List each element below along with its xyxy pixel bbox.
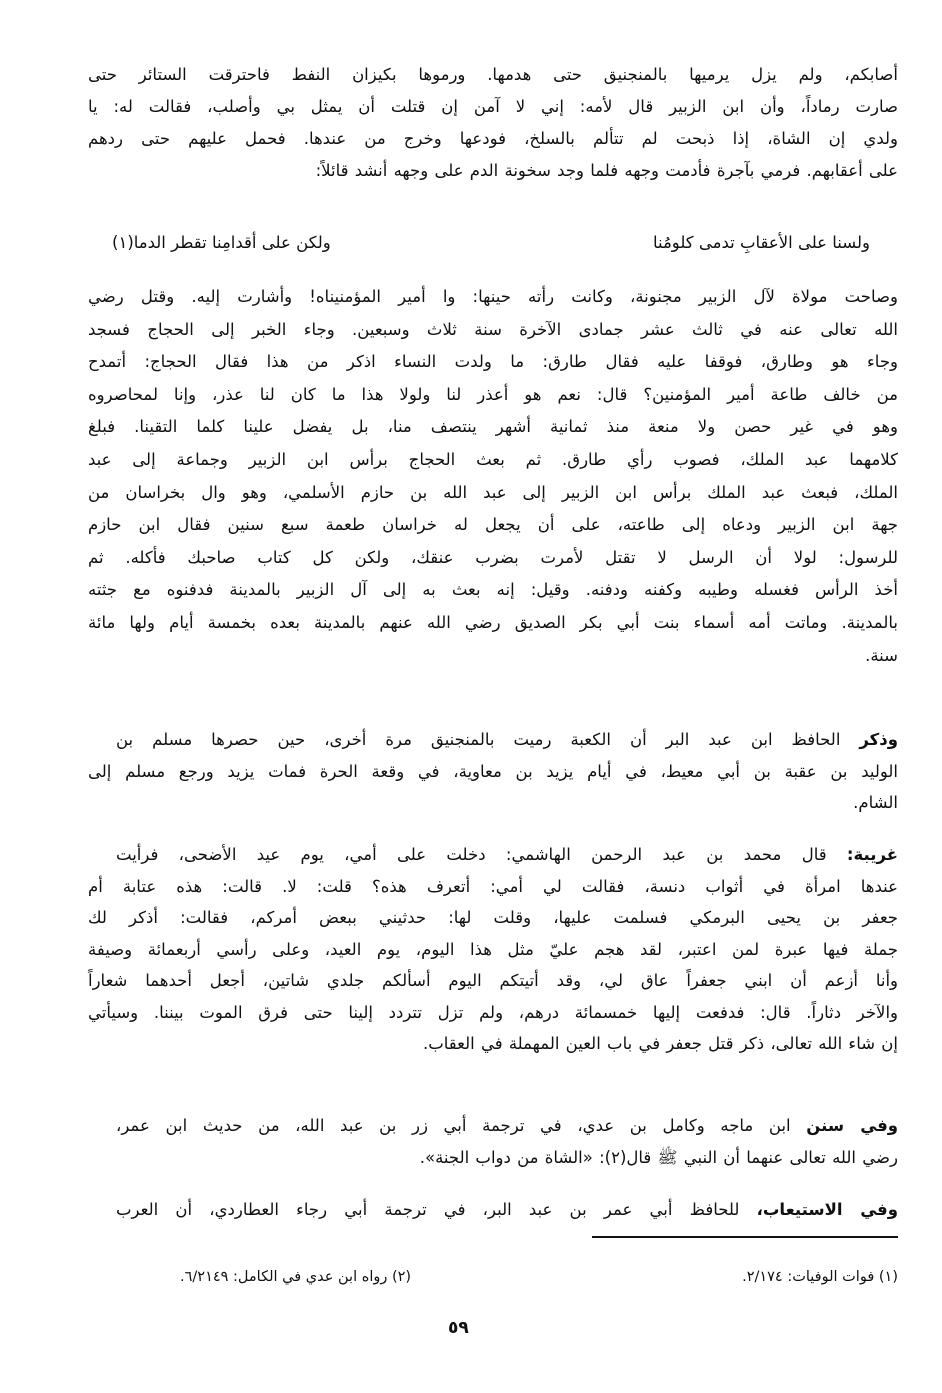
line-text: جهة ابن الزبير ودعاه إلى طاعته، على أن يجعل له خراسان طعمة سبع سنين فقال ابن حازم (88, 515, 898, 535)
paragraph-2-line (88, 444, 898, 476)
footnote-2: (٢) رواه ابن عدي في الكامل: ٦/٢١٤٩. (180, 1269, 412, 1285)
paragraph-5-line (116, 1110, 898, 1142)
paragraph-2-line (88, 314, 898, 346)
paragraph-2-line (88, 411, 898, 443)
line-text: بالمدينة. وماتت أمه أسماء بنت أبي بكر الصديق رضي الله عنهم بالمدينة بعده بخمسة أيام ولها مائة (88, 613, 898, 632)
paragraph-5-line (88, 1142, 898, 1174)
verse-first-hemistich: ولسنا على الأعقابِ تدمى كلومُنا (652, 233, 870, 252)
line-text: الله تعالى عنه في ثالث عشر جمادى الآخرة سنة ثلاث وسبعين. وجاء الخبر إلى الحجاج فسجد (88, 319, 898, 339)
paragraph-4-line (88, 934, 898, 966)
page-number: ٥٩ (448, 1318, 469, 1338)
paragraph-1-line (88, 155, 898, 187)
paragraph-4-line (88, 1028, 898, 1060)
paragraph-4-line (116, 839, 898, 871)
line-text: عندها امرأة في أثواب دنسة، فقالت لي أمي: أتعرف هذه؟ قلت: لا. قالت: هذه عتابة أم (88, 876, 898, 896)
paragraph-4-line (88, 902, 898, 934)
paragraph-6-line (116, 1194, 898, 1226)
paragraph-4-line (88, 965, 898, 997)
footnote-1: (١) فوات الوفيات: ٢/١٧٤. (742, 1269, 898, 1285)
paragraph-3-line (88, 756, 898, 788)
line-text: للحافظ أبي عمر بن عبد البر، في ترجمة أبي رجاء العطاردي، أن العرب (116, 1200, 740, 1219)
footnote-separator (592, 1236, 898, 1238)
paragraph-2-line (88, 379, 898, 411)
paragraph-3-line (116, 724, 898, 756)
line-text: وصاحت مولاة لآل الزبير مجنونة، وكانت رأته حينها: وا أمير المؤمنيناه! وأشارت إليه. وقتل رضي (88, 287, 898, 306)
paragraph-2-line (88, 477, 898, 509)
line-text: للرسول: لولا أن الرسل لا تقتل لأمرت بضرب عنقك، ولكن كل كتاب صاحبك فأكله. ثم (88, 547, 898, 567)
line-text: الوليد بن عقبة بن أبي معيط، في أيام يزيد بن معاوية، في وقعة الحرة فمات يزيد ورجع مسلم إلى (88, 761, 898, 781)
line-text: على أعقابهم. فرمي بآجرة فأدمت وجهه فلما وجد سخونة الدم على وجهه أنشد قائلاً: (315, 161, 898, 180)
line-text: الحافظ ابن عبد البر أن الكعبة رميت بالمنجنيق مرة أخرى، حين حصرها مسلم بن (116, 730, 841, 749)
line-text: الملك، فبعث عبد الملك برأس ابن الزبير إلى عبد الله بن حازم الأسلمي، وهو وال بخراسان من (88, 482, 898, 502)
paragraph-2-line (88, 281, 898, 313)
line-text: سنة. (865, 645, 898, 665)
line-text: قال محمد بن عبد الرحمن الهاشمي: دخلت على أمي، يوم عيد الأضحى، فرأيت (116, 845, 827, 864)
paragraph-lead-word: وفي سنن (806, 1116, 899, 1135)
paragraph-1-line (88, 91, 898, 123)
paragraph-2-line (88, 509, 898, 541)
paragraph-lead-word: وفي الاستيعاب، (756, 1200, 898, 1219)
paragraph-2-line (88, 574, 898, 606)
paragraph-4-line (88, 871, 898, 903)
line-text: ولدي إن الشاة، إذا ذبحت لم تتألم بالسلخ، فودعها وخرج من عندها. فحمل عليهم حتى ردهم (88, 129, 898, 148)
line-text: صارت رماداً، وأن ابن الزبير قال لأمه: إني لا آمن إن قتلت أن يمثل بي وأصلب، فقالت له: يا (88, 97, 898, 116)
line-text: الشام. (853, 793, 898, 812)
paragraph-2-line (88, 640, 898, 672)
line-text: وجاء هو وطارق، فوقفا عليه فقال طارق: ما ولدت النساء اذكر من هذا فقال الحجاج: أتمدح (88, 352, 898, 372)
paragraph-lead-word: وذكر (859, 730, 898, 749)
line-text: ابن ماجه وكامل بن عدي، في ترجمة أبي زر بن عبد الله، من حديث ابن عمر، (116, 1116, 791, 1135)
line-text: جملة فيها عبرة لمن اعتبر، لقد هجم عليّ مثل هذا اليوم، يوم العيد، وعلى رأسي أربعمائة وصيفة (88, 939, 898, 959)
paragraph-2-line (88, 346, 898, 378)
line-text: من خالف طاعة أمير المؤمنين؟ قال: نعم هو أعذر لنا ولولا هذا ما كان لنا عذر، وإنا لمحاصروه (88, 384, 898, 404)
line-text: وأنا أزعم أن ابني جعفراً عاق لي، وقد أتيتكم اليوم أسألكم جلدي شاتين، أجعل أحدهما شعاراً (88, 971, 898, 990)
line-text: كلامهما عبد الملك، فصوب رأي طارق. ثم بعث الحجاج برأس ابن الزبير وجماعة إلى عبد (88, 450, 898, 469)
paragraph-1-line (88, 59, 898, 91)
line-text: والآخر دثاراً. قال: فدفعت إليها خمسمائة درهم، ولم تزل تتردد إلينا حتى فرق الموت بيننا. وسيأتي (88, 1002, 898, 1022)
verse-second-hemistich: ولكن على أقدامِنا تقطر الدما(١) (112, 233, 331, 252)
line-text: أخذ الرأس فغسله وطيبه وكفنه ودفنه. وقيل: إنه بعث به إلى آل الزبير بالمدينة فدفنوه مع جثته (88, 580, 898, 600)
paragraph-2-line (88, 542, 898, 574)
line-text: جعفر بن يحيى البرمكي فسلمت عليها، وقلت لها: حدثيني ببعض أمركم، فقالت: أذكر لك (88, 908, 898, 927)
line-text: وهو في غير حصن ولا منعة منذ ثمانية أشهر ينتصف منا، بل يفضل علينا كلما التقينا. فبلغ (88, 417, 898, 437)
paragraph-3-line (88, 787, 898, 819)
line-text: أصابكم، ولم يزل يرميها بالمنجنيق حتى هدمها. ورموها بكيزان النفط فاحترقت الستائر حتى (88, 65, 898, 84)
line-text: رضي الله تعالى عنهما أن النبي ﷺ قال(٢): «الشاة من دواب الجنة». (419, 1147, 898, 1167)
line-text: إن شاء الله تعالى، ذكر قتل جعفر في باب العين المهملة في العقاب. (422, 1034, 898, 1053)
paragraph-lead-word: غريبة: (846, 845, 898, 864)
paragraph-4-line (88, 997, 898, 1029)
paragraph-1-line (88, 123, 898, 155)
paragraph-2-line (88, 607, 898, 639)
